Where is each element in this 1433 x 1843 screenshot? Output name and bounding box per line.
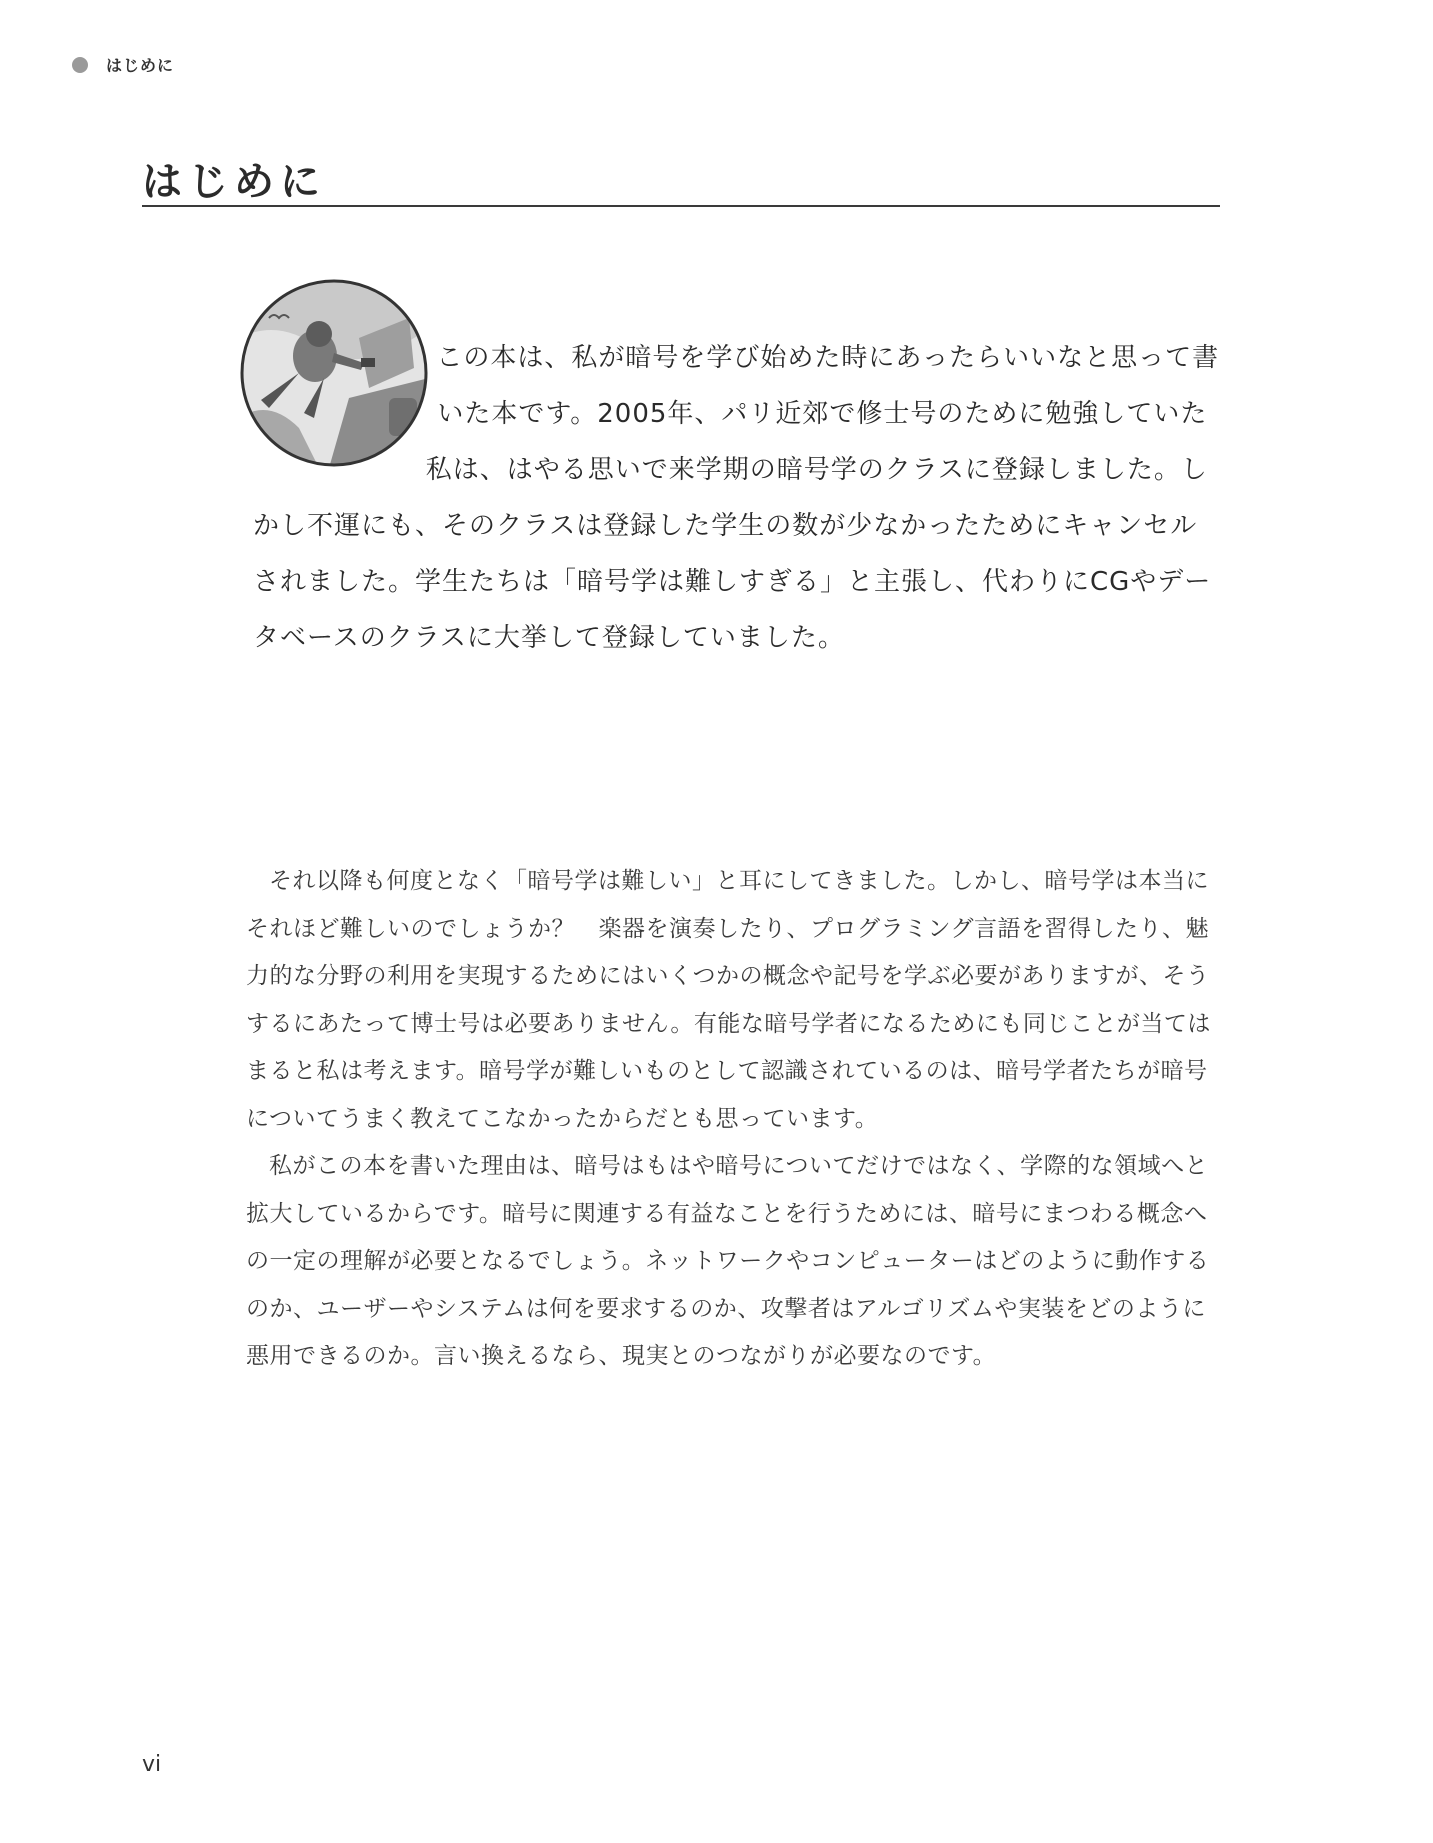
- bullet-icon: [72, 57, 88, 73]
- running-header: [72, 53, 174, 76]
- page-number: vi: [142, 1752, 162, 1777]
- lead-section: [253, 330, 1220, 666]
- title-underline: [142, 205, 1220, 207]
- running-header-label: はじめに: [106, 56, 175, 75]
- body-text: [246, 858, 1220, 1381]
- body-paragraph: 私がこの本を書いた理由は、暗号はもはや暗号についてだけではなく、学際的な領域へと拡大しているからです。暗号に関連する有益なことを行うためには、暗号にまつわる概念への一定の理解が必要となるでしょう。ネットワークやコンピューターはどのように動作するのか、ユーザーやシステムは何を要求するのか、攻撃者はアルゴリズムや実装をどのように悪用できるのか。言い換えるなら、現実とのつながりが必要なのです。: [246, 1153, 1210, 1369]
- page-title: はじめに: [142, 159, 326, 205]
- diver-illustration-icon: [239, 278, 429, 468]
- body-paragraph: それ以降も何度となく「暗号学は難しい」と耳にしてきました。しかし、暗号学は本当にそれほど難しいのでしょうか？ 楽器を演奏したり、プログラミング言語を習得したり、魅力的な分野の利用を実現するためにはいくつかの概念や記号を学ぶ必要がありますが、そうするにあたって博士号は必要ありません。有能な暗号学者になるためにも同じことが当てはまると私は考えます。暗号学が難しいものとして認識されているのは、暗号学者たちが暗号についてうまく教えてこなかったからだとも思っています。: [246, 868, 1211, 1132]
- lead-paragraph: この本は、私が暗号を学び始めた時にあったらいいなと思って書いた本です。2005年、パリ近郊で修士号のために勉強していた私は、はやる思いで来学期の暗号学のクラスに登録しました。しかし不運にも、そのクラスは登録した学生の数が少なかったためにキャンセルされました。学生たちは「暗号学は難しすぎる」と主張し、代わりにCGやデータベースのクラスに大挙して登録していました。: [253, 343, 1220, 653]
- diver-illustration: [239, 278, 429, 468]
